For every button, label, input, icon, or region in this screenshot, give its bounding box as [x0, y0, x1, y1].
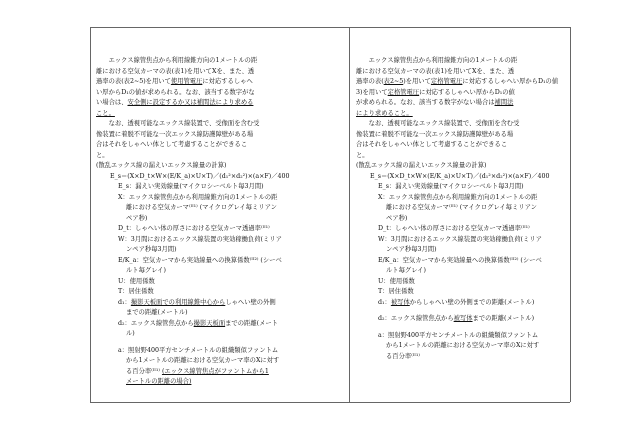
- def-x-cont: ペア秒): [126, 214, 148, 222]
- def-d2: d₂：エックス線管焦点から撮影天板面までの距離(メート: [118, 319, 278, 327]
- text-line: 像装置に着脱不可能な一次エックス線防護障壁がある場: [96, 130, 254, 138]
- text-line: い場合は、安全側に設定するか又は補間法により求める: [96, 99, 254, 106]
- def-x-cont: 離における空気カーマ⁽ᴵᴵ¹⁾ (マイクログレイ毎ミリアン: [126, 204, 277, 211]
- def-a-cont: る百分率⁽ᴵᴵ¹⁾: [386, 352, 420, 360]
- text-line: 離における空気カーマの表(表1)を用いてXを、また、透: [96, 67, 255, 75]
- def-dt: D_t：しゃへい体の厚さにおける空気カーマ透過率⁽ᴵᴵ¹⁾: [118, 225, 270, 232]
- underlined-phrase: 定格管電圧: [387, 88, 420, 96]
- text-line: 合はそれをしゃへい体として考慮することができるこ: [356, 141, 508, 148]
- def-a-cont: メートルの距離の場合): [126, 378, 192, 385]
- def-w-cont: ンペア秒毎3月間): [386, 246, 437, 253]
- text-line: 像装置に着脱不可能な一次エックス線防護障壁がある場: [356, 130, 514, 138]
- text-line: エックス線管焦点から利用線錐方向の1メートルの距: [108, 57, 258, 64]
- underlined-phrase: 撮影天板面: [193, 319, 226, 327]
- text-line: 3)を用いて定格管電圧に対応するしゃへい厚からD₁の値: [356, 88, 515, 96]
- def-ek-cont: ルト毎グレイ): [386, 267, 426, 274]
- left-column: [96, 56, 343, 388]
- def-x: X：エックス線管焦点から利用線錐方向の1メートルの距: [118, 193, 278, 201]
- text-line: 離における空気カーマの表(表1)を用いてXを、また、透: [356, 67, 515, 75]
- right-para2: [356, 119, 564, 161]
- def-ek: E/K_a：空気カーマから実効線量への換算係数⁽ᴵᴵ²⁾ (シーベ: [378, 256, 542, 264]
- underlined-phrase: 安全側に設定するか又は補間法により求める: [127, 99, 254, 106]
- text-line: なお、透視可能なエックス線装置で、受像面を含む受: [108, 120, 260, 127]
- def-u: U：使用係数: [118, 277, 155, 285]
- frame-right-border: [570, 27, 571, 402]
- def-es: E_s：漏えい実効線量(マイクロシーベルト毎3月間): [378, 183, 524, 190]
- def-w: W：3月間におけるエックス線装置の実効稼働負荷(ミリア: [378, 235, 542, 243]
- text-line: こと。: [96, 109, 115, 117]
- text-line: なお、透視可能なエックス線装置で、受像面を含む受: [368, 120, 520, 127]
- def-ek: E/K_a：空気カーマから実効線量への換算係数⁽ᴵᴵ²⁾ (シーベ: [118, 256, 282, 264]
- def-t: T：居住係数: [378, 288, 414, 295]
- def-ek-cont: ルト毎グレイ): [126, 267, 166, 274]
- text-line: が求められる。なお、該当する数字がない場合は補間法: [356, 99, 514, 106]
- def-t: T：居住係数: [118, 288, 154, 295]
- frame-left-border: [90, 27, 91, 402]
- text-line: 過率の表(表2~5)を用いて使用管電圧に対応するしゃへ: [96, 78, 253, 85]
- text-line: エックス線管焦点から利用線錐方向の1メートルの距: [368, 57, 518, 64]
- def-x: X：エックス線管焦点から利用線錐方向の1メートルの距: [378, 193, 538, 201]
- def-w: W：3月間におけるエックス線装置の実効稼働負荷(ミリア: [118, 235, 282, 243]
- def-a-cont: から1メートルの距離における空気カーマ率のXに対す: [126, 357, 280, 364]
- frame-bottom-border: [90, 402, 570, 403]
- column-divider: [349, 27, 350, 402]
- underlined-phrase: 定格管電圧: [430, 78, 463, 85]
- underlined-phrase: 表2~5: [383, 78, 404, 85]
- text-line: 合はそれをしゃへい体として考慮することができるこ: [96, 141, 248, 148]
- underlined-phrase: 撮影天板面での利用線錐中心から: [130, 298, 226, 306]
- right-para1: [356, 56, 564, 119]
- def-es: E_s：漏えい実効線量(マイクロシーベルト毎3月間): [118, 183, 264, 190]
- text-line: い厚からD₁の値が求められる。なお、該当する数字がな: [96, 88, 255, 96]
- def-w-cont: ンペア秒毎3月間): [126, 246, 177, 253]
- underlined-phrase: により求めること。: [356, 109, 413, 117]
- right-column: [356, 56, 564, 362]
- section-heading: (散乱エックス線の漏えいエックス線量の計算): [356, 162, 487, 169]
- def-a: a：照射野400平方センチメートルの組織類似ファントム: [118, 346, 279, 354]
- underlined-phrase: 補間法: [494, 99, 514, 106]
- section-heading: (散乱エックス線の漏えいエックス線量の計算): [96, 162, 227, 169]
- def-d2-cont: ル): [126, 330, 135, 337]
- underlined-phrase: (エックス線管焦点がファントムから1: [161, 367, 269, 375]
- underlined-phrase: 被写体: [453, 315, 473, 322]
- underlined-phrase: 使用管電圧: [170, 78, 203, 85]
- def-a: a：照射野400平方センチメートルの組織類似ファントム: [378, 331, 539, 339]
- def-dt: D_t：しゃへい体の厚さにおける空気カーマ透過率⁽ᴵᴵ¹⁾: [378, 225, 530, 232]
- left-para2: [96, 119, 343, 161]
- def-d1-cont: までの距離(メートル): [126, 309, 188, 316]
- def-a-cont: る百分率⁽ᴵᴵ¹⁾ (エックス線管焦点がファントムから1: [126, 367, 269, 375]
- underlined-phrase: 被写体: [390, 298, 410, 306]
- formula: E_s＝(X×D_t×W×(E/K_a)×U×T)／(d₁²×d₂²)×(a×F)／400: [110, 172, 290, 180]
- def-x-cont: ペア秒): [386, 214, 408, 222]
- def-u: U：使用係数: [378, 277, 415, 285]
- def-d1: d₁：撮影天板面での利用線錐中心からしゃへい壁の外側: [118, 298, 276, 306]
- text-line: と。: [356, 151, 369, 159]
- left-para1: [96, 56, 343, 119]
- text-line: [356, 109, 564, 120]
- frame-top-border: [90, 27, 570, 28]
- def-d1: d₁：被写体からしゃへい壁の外側までの距離(メートル): [378, 298, 535, 306]
- text-line: と。: [96, 151, 109, 159]
- text-line: 過率の表(表2~5)を用いて定格管電圧に対応するしゃへい厚からD₁の値: [356, 78, 559, 85]
- formula: E_s＝(X×D_t×W×(E/K_a)×U×T)／(d₁²×d₂²)×(a×F)／400: [370, 172, 550, 180]
- def-x-cont: 離における空気カーマ⁽ᴵᴵ¹⁾ (マイクログレイ毎ミリアン: [386, 204, 537, 211]
- def-a-cont: から1メートルの距離における空気カーマ率のXに対す: [386, 342, 540, 349]
- def-d2: d₂：エックス線管焦点から被写体までの距離(メートル): [378, 315, 535, 322]
